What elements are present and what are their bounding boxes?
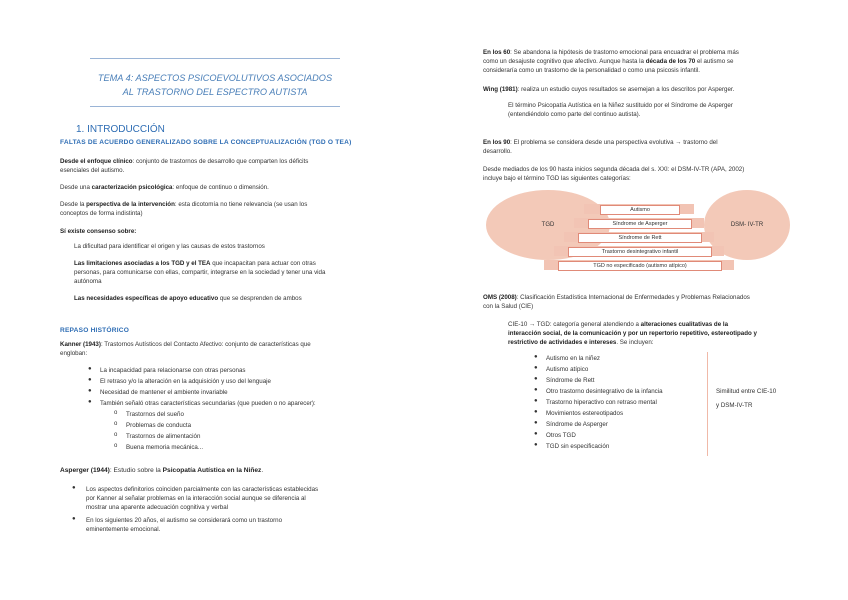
consenso-item-2-line-3: autónoma xyxy=(74,278,102,285)
wing-text: : realiza un estudio cuyos resultados se asemejan a los descritos por Asperger. xyxy=(517,86,735,93)
cie-line-1-bold: alteraciones cualitativas de la xyxy=(640,321,729,328)
cie-item-4: Otro trastorno desintegrativo de la infancia xyxy=(546,388,663,395)
tgd-circle-label: TGD xyxy=(541,222,555,228)
cie-line-2: interacción social, de la comunicación y por un repertorio repetitivo, estereotipado y xyxy=(508,330,757,337)
kanner-item-1: La incapacidad para relacionarse con otras personas xyxy=(100,367,246,374)
asperger-item-2-line-1: En los siguientes 20 años, el autismo se considerará como un trastorno xyxy=(86,517,283,524)
kanner-sub-1: Trastornos del sueño xyxy=(126,411,184,418)
cie-line-3-bold: restrictivo de actividades e intereses xyxy=(508,339,617,346)
oms-bold: OMS (2008) xyxy=(483,294,517,301)
asperger-bold-2: Psicopatía Autística en la Niñez xyxy=(162,467,262,474)
consenso-item-1: La dificultad para identificar el origen y las causas de estos trastornos xyxy=(74,243,265,250)
90s-bold: En los 90 xyxy=(483,139,511,146)
sub-bullet-circle: o xyxy=(114,421,118,427)
dsm-circle-label: DSM- IV-TR xyxy=(730,222,764,228)
asperger-item-1-line-3: mostrar una aparente adecuación cognitiva y verbal xyxy=(86,504,229,511)
document-title-line-1: TEMA 4: ASPECTOS PSICOEVOLUTIVOS ASOCIADOS xyxy=(97,73,333,83)
cie-item-3: Síndrome de Rett xyxy=(546,377,595,384)
bullet-dot: ● xyxy=(534,376,538,382)
paragraph-60s xyxy=(483,48,739,57)
clinico-bold: Desde el enfoque clínico xyxy=(60,158,133,165)
intervencion-text: : esta dicotomía no tiene relevancia (se usan los xyxy=(174,201,308,208)
kanner-text: : Trastornos Autísticos del Contacto Afectivo: conjunto de características que xyxy=(100,341,311,348)
arrow-right-icon: → xyxy=(675,139,682,146)
bullet-dot: ● xyxy=(534,442,538,448)
sub-bullet-circle: o xyxy=(114,410,118,416)
document-title-line-2: AL TRASTORNO DEL ESPECTRO AUTISTA xyxy=(122,87,308,97)
repaso-heading: REPASO HISTÓRICO xyxy=(60,327,130,334)
cie-line-3 xyxy=(508,338,654,347)
paragraph-oms-line-2: con la Salud (CIE) xyxy=(483,303,534,310)
psicologica-text: : enfoque de continuo o dimensión. xyxy=(172,184,269,191)
psicologica-pre: Desde una xyxy=(60,184,92,191)
cie-item-8: Otros TGD xyxy=(546,432,576,439)
cie-item-9: TGD sin especificación xyxy=(546,443,610,450)
wing-sub-line-1: El término Psicopatía Autística en la Niñez sustituido por el Síndrome de Asperger xyxy=(508,102,733,109)
cie-line-3-text: . Se incluyen: xyxy=(616,339,654,346)
paragraph-60s-line-3: consideraría como un trastorno de la personalidad o como una psicosis infantil. xyxy=(483,67,701,74)
bullet-dot: ● xyxy=(534,387,538,393)
paragraph-clinico-line-2: esenciales del autismo. xyxy=(60,167,125,174)
bullet-dot: ● xyxy=(88,366,92,372)
wing-bold: Wing (1981) xyxy=(483,86,518,93)
cie-item-5: Trastorno hiperactivo con retraso mental xyxy=(546,399,657,406)
kanner-paragraph xyxy=(60,340,311,349)
subsection-heading-acuerdo: FALTAS DE ACUERDO GENERALIZADO SOBRE LA CONCEPTUALIZACIÓN (TGD O TEA) xyxy=(60,139,352,146)
kanner-item-3: Necesidad de mantener el ambiente invariable xyxy=(100,389,228,396)
bullet-dot: ● xyxy=(88,399,92,405)
cie-item-7: Síndrome de Asperger xyxy=(546,421,608,428)
asperger-item-1-line-2: por Kanner al señalar problemas en la interacción social aunque se diferencia al xyxy=(86,495,306,502)
asperger-item-1-line-1: Los aspectos definitorios coinciden parcialmente con las características establecidas xyxy=(86,486,319,493)
bullet-dot: ● xyxy=(534,420,538,426)
right-page xyxy=(424,0,848,600)
pyramid-level-3: Síndrome de Rett xyxy=(578,233,702,243)
cie-line-1-pre: CIE-10 → TGD: categoría general atendiendo a xyxy=(508,321,641,328)
consenso-item-3 xyxy=(74,294,302,303)
oms-text: : Clasificación Estadística Internacional de Enfermedades y Problemas Relacionados xyxy=(516,294,750,301)
paragraph-oms xyxy=(483,293,750,302)
asperger-text: : Estudio sobre la xyxy=(109,467,163,474)
kanner-sub-4: Buena memoria mecánica... xyxy=(126,444,204,451)
sub-bullet-circle: o xyxy=(114,443,118,449)
bullet-dot: ● xyxy=(88,377,92,383)
kanner-bold: Kanner (1943) xyxy=(60,341,101,348)
pyramid-level-5: TGD no especificado (autismo atípico) xyxy=(558,261,722,271)
asperger-bold: Asperger (1944) xyxy=(60,467,110,474)
paragraph-60s-line-2 xyxy=(483,57,733,66)
bullet-dot: ● xyxy=(534,431,538,437)
section-heading-intro: 1. INTRODUCCIÓN xyxy=(76,124,165,135)
pyramid-level-1: Autismo xyxy=(600,205,680,215)
60s-bold: En los 60 xyxy=(483,49,511,56)
paragraph-intervencion-line-2: conceptos de forma indistinta) xyxy=(60,210,143,217)
60s-line-2-pre: como un desajuste cognitivo que afectivo. Aunque hasta la xyxy=(483,58,646,65)
kanner-sub-3: Trastornos de alimentación xyxy=(126,433,201,440)
asperger-end: . xyxy=(261,467,264,474)
similitud-divider xyxy=(707,352,708,456)
paragraph-90s xyxy=(483,138,718,147)
bullet-dot: ● xyxy=(534,354,538,360)
bullet-dot: ● xyxy=(534,365,538,371)
similitud-line-1: Similitud entre CIE-10 xyxy=(716,388,777,395)
bullet-dot: ● xyxy=(534,409,538,415)
pyramid-level-2: Síndrome de Asperger xyxy=(588,219,692,229)
kanner-item-2: El retraso y/o la alteración en la adquisición y uso del lenguaje xyxy=(100,378,271,385)
paragraph-intervencion xyxy=(60,200,307,209)
paragraph-psicologica xyxy=(60,183,269,192)
asperger-paragraph xyxy=(60,466,263,475)
kanner-item-4: También señaló otras características secundarias (que pueden o no aparecer): xyxy=(100,400,316,407)
60s-text: : Se abandona la hipótesis de trastorno emocional para encuadrar el problema más xyxy=(510,49,739,56)
clinico-text: : conjunto de trastornos de desarrollo que comparten los déficits xyxy=(132,158,309,165)
consenso-item-2-line-2: personas, para comunicarse con ellas, compartir, integrarse en la sociedad y tener una vida xyxy=(74,269,326,276)
consenso-item-3-text: que se desprenden de ambos xyxy=(218,295,302,302)
70s-bold: década de los 70 xyxy=(645,58,696,65)
psicologica-bold: caracterización psicológica xyxy=(91,184,173,191)
paragraph-clinico xyxy=(60,157,308,166)
bullet-dot: ● xyxy=(88,388,92,394)
cie-item-6: Movimientos estereotipados xyxy=(546,410,624,417)
wing-sub-line-2: (entendiéndolo como parte del continuo autista). xyxy=(508,111,641,118)
asperger-item-2-line-2: eminentemente emocional. xyxy=(86,526,161,533)
consenso-item-2 xyxy=(74,259,316,268)
paragraph-dsm-line-1: Desde mediados de los 90 hasta inicios segunda década del s. XXI: el DSM-IV-TR (APA, 2002) xyxy=(483,166,745,173)
90s-text: : El problema se considera desde una perspectiva evolutiva xyxy=(510,139,676,146)
title-rule-top xyxy=(90,58,340,59)
kanner-line-2: engloban: xyxy=(60,350,88,357)
consenso-heading: Sí existe consenso sobre: xyxy=(60,228,137,235)
title-rule-bottom xyxy=(90,106,340,107)
intervencion-bold: perspectiva de la intervención xyxy=(86,201,175,208)
90s-end: trastorno del xyxy=(681,139,718,146)
paragraph-dsm-line-2: incluye bajo el término TGD las siguientes categorías: xyxy=(483,175,631,182)
bullet-dot: ● xyxy=(72,516,76,522)
consenso-item-3-bold: Las necesidades específicas de apoyo educativo xyxy=(74,295,219,302)
cie-item-2: Autismo atípico xyxy=(546,366,589,373)
sub-bullet-circle: o xyxy=(114,432,118,438)
cie-item-1: Autismo en la niñez xyxy=(546,355,600,362)
kanner-sub-2: Problemas de conducta xyxy=(126,422,192,429)
consenso-item-2-text: que incapacitan para actuar con otras xyxy=(210,260,316,267)
intervencion-pre: Desde la xyxy=(60,201,87,208)
pyramid-level-4: Trastorno desintegrativo infantil xyxy=(568,247,712,257)
bullet-dot: ● xyxy=(534,398,538,404)
consenso-item-2-bold: Las limitaciones asociadas a los TGD y el TEA xyxy=(74,260,211,267)
cie-line-1 xyxy=(508,320,728,329)
similitud-line-2: y DSM-IV-TR xyxy=(716,402,753,409)
60s-line-2-rest: el autismo se xyxy=(695,58,734,65)
paragraph-90s-line-2: desarrollo. xyxy=(483,148,512,155)
paragraph-wing xyxy=(483,85,734,94)
bullet-dot: ● xyxy=(72,485,76,491)
